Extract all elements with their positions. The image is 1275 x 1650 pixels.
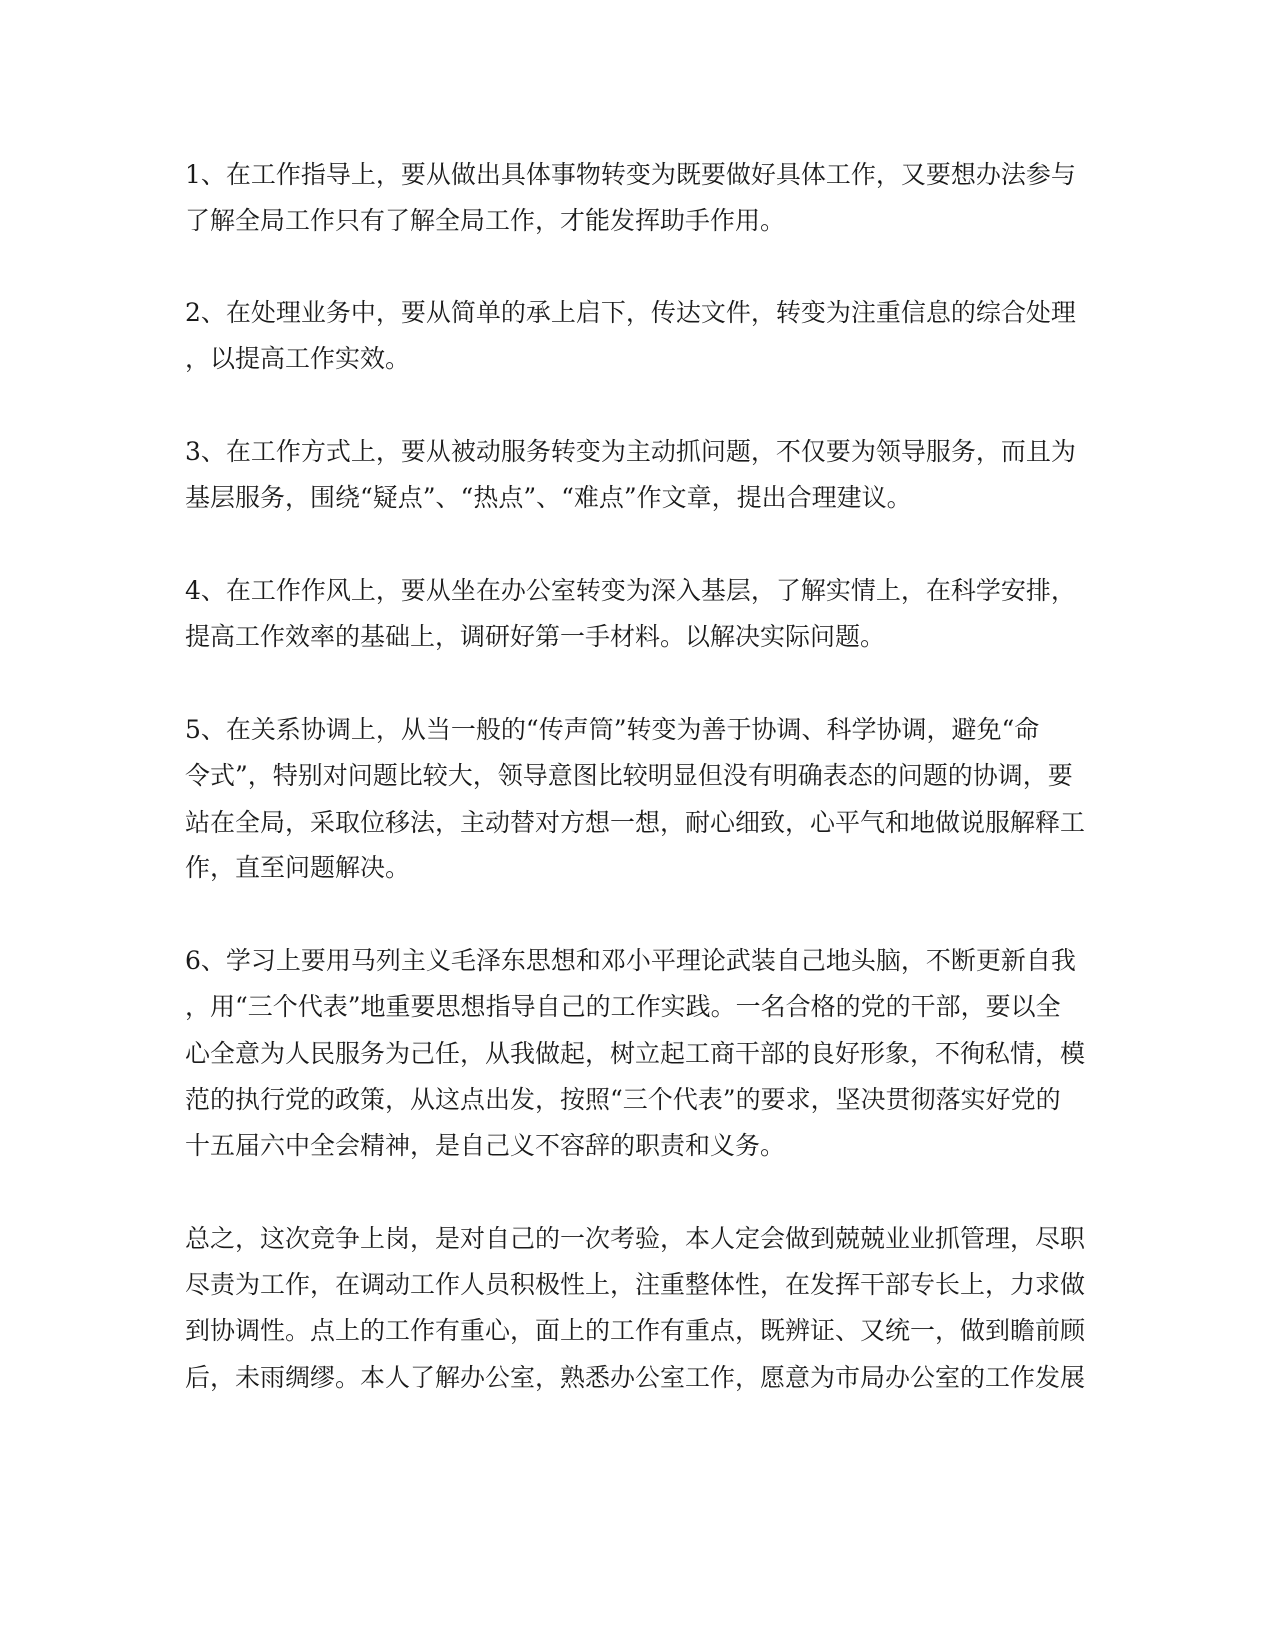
- text-line: 3、在工作方式上，要从被动服务转变为主动抓问题，不仅要为领导服务，而且为: [185, 437, 1076, 466]
- text-line: 后，未雨绸缪。本人了解办公室，熟悉办公室工作，愿意为市局办公室的工作发展: [185, 1363, 1086, 1392]
- text-line: 到协调性。点上的工作有重心，面上的工作有重点，既辨证、又统一，做到瞻前顾: [185, 1316, 1086, 1345]
- text-line: 站在全局，采取位移法，主动替对方想一想，耐心细致，心平气和地做说服解释工: [185, 808, 1086, 837]
- text-line: ，用“三个代表”地重要思想指导自己的工作实践。一名合格的党的干部，要以全: [185, 992, 1061, 1021]
- text-line: 5、在关系协调上，从当一般的“传声筒”转变为善于协调、科学协调，避免“命: [185, 715, 1040, 744]
- text-line: 1、在工作指导上，要从做出具体事物转变为既要做好具体工作，又要想办法参与: [185, 160, 1076, 189]
- text-line: 基层服务，围绕“疑点”、“热点”、“难点”作文章，提出合理建议。: [185, 483, 912, 512]
- text-line: 总之，这次竞争上岗，是对自己的一次考验，本人定会做到兢兢业业抓管理，尽职: [185, 1224, 1086, 1253]
- text-line: 十五届六中全会精神，是自己义不容辞的职责和义务。: [185, 1131, 786, 1160]
- text-line: ，以提高工作实效。: [185, 344, 411, 373]
- text-line: 范的执行党的政策，从这点出发，按照“三个代表”的要求，坚决贯彻落实好党的: [185, 1085, 1061, 1114]
- text-line: 令式”，特别对问题比较大，领导意图比较明显但没有明确表态的问题的协调，要: [185, 761, 1073, 790]
- text-line: 作，直至问题解决。: [185, 853, 411, 882]
- text-line: 2、在处理业务中，要从简单的承上启下，传达文件，转变为注重信息的综合处理: [185, 298, 1076, 327]
- text-line: 6、学习上要用马列主义毛泽东思想和邓小平理论武装自己地头脑，不断更新自我: [185, 946, 1076, 975]
- text-line: 心全意为人民服务为己任，从我做起，树立起工商干部的良好形象，不徇私情，模: [185, 1039, 1086, 1068]
- text-line: 了解全局工作只有了解全局工作，才能发挥助手作用。: [185, 206, 786, 235]
- text-line: 4、在工作作风上，要从坐在办公室转变为深入基层，了解实情上，在科学安排，: [185, 576, 1076, 605]
- text-line: 尽责为工作，在调动工作人员积极性上，注重整体性，在发挥干部专长上，力求做: [185, 1270, 1086, 1299]
- text-line: 提高工作效率的基础上，调研好第一手材料。以解决实际问题。: [185, 622, 886, 651]
